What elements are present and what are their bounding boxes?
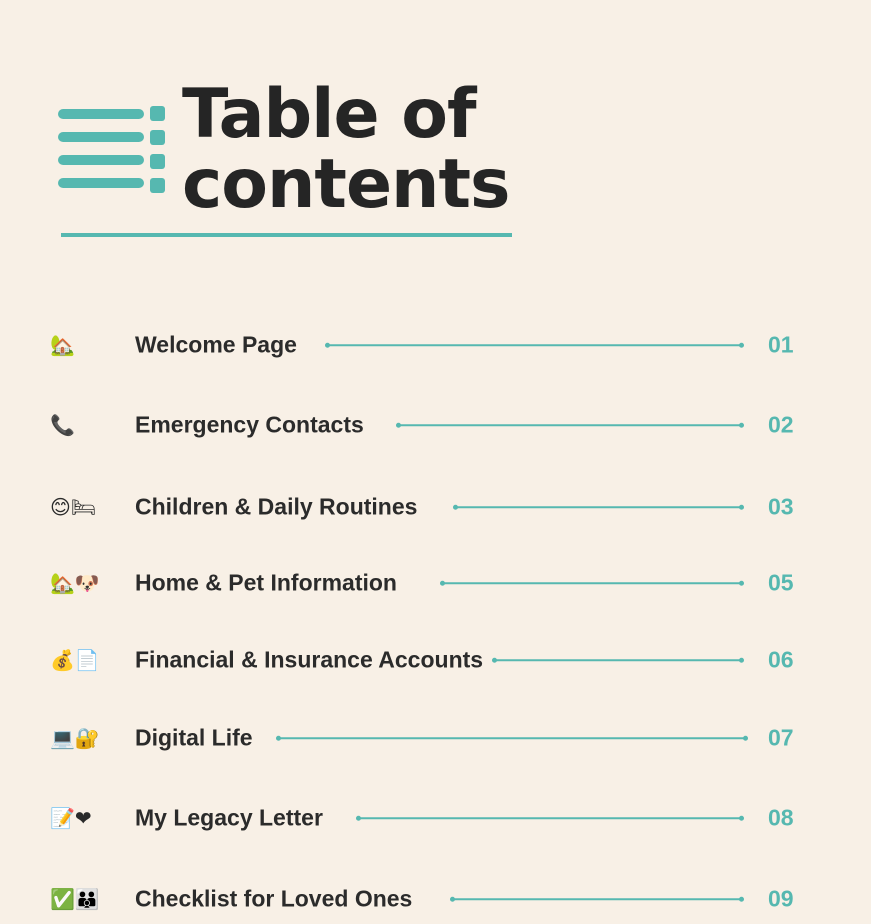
toc-entry-label: Home & Pet Information bbox=[135, 569, 397, 596]
toc-entry-financial-insurance-accounts[interactable] bbox=[0, 635, 871, 685]
toc-page-number: 08 bbox=[768, 804, 794, 831]
leader-line bbox=[278, 737, 746, 739]
money-bag-document-icon: 💰📄 bbox=[50, 648, 100, 672]
toc-entry-label: Financial & Insurance Accounts bbox=[135, 646, 484, 673]
toc-page-number: 09 bbox=[768, 885, 794, 912]
laptop-lock-icon: 💻🔐 bbox=[50, 726, 100, 750]
toc-entry-digital-life[interactable] bbox=[0, 713, 871, 763]
toc-header bbox=[0, 0, 871, 250]
toc-entry-label: Checklist for Loved Ones bbox=[135, 885, 413, 912]
toc-page-number: 07 bbox=[768, 724, 794, 751]
toc-entry-label: Digital Life bbox=[135, 724, 253, 751]
child-bed-icon: 😊🛏 bbox=[50, 495, 97, 519]
toc-page-number: 01 bbox=[768, 331, 794, 358]
toc-page-number: 02 bbox=[768, 411, 794, 438]
toc-entry-welcome-page[interactable] bbox=[0, 320, 871, 370]
phone-icon: 📞 bbox=[50, 413, 75, 437]
page-title bbox=[182, 75, 510, 224]
leader-line bbox=[455, 506, 742, 508]
toc-entry-label: Welcome Page bbox=[135, 331, 297, 358]
toc-page-number: 03 bbox=[768, 493, 794, 520]
leader-line bbox=[442, 582, 742, 584]
leader-line bbox=[452, 898, 742, 900]
toc-entry-my-legacy-letter[interactable] bbox=[0, 793, 871, 843]
check-family-icon: ✅👪 bbox=[50, 887, 100, 911]
toc-entry-checklist-loved-ones[interactable] bbox=[0, 874, 871, 924]
toc-entry-label: My Legacy Letter bbox=[135, 804, 323, 831]
title-line-1: Table of bbox=[182, 75, 476, 154]
house-dog-icon: 🏡🐶 bbox=[50, 571, 100, 595]
toc-entry-emergency-contacts[interactable] bbox=[0, 400, 871, 450]
toc-entry-children-daily-routines[interactable] bbox=[0, 482, 871, 532]
toc-entry-label: Children & Daily Routines bbox=[135, 493, 418, 520]
list-icon bbox=[56, 106, 168, 194]
toc-entry-home-pet-information[interactable] bbox=[0, 558, 871, 608]
toc-entry-label: Emergency Contacts bbox=[135, 411, 364, 438]
leader-line bbox=[358, 817, 742, 819]
leader-line bbox=[327, 344, 742, 346]
toc-page-number: 06 bbox=[768, 646, 794, 673]
house-icon: 🏡 bbox=[50, 333, 75, 357]
leader-line bbox=[398, 424, 742, 426]
leader-line bbox=[494, 659, 742, 661]
title-underline bbox=[61, 233, 512, 237]
title-line-2: contents bbox=[182, 145, 510, 224]
toc-page-number: 05 bbox=[768, 569, 794, 596]
memo-heart-icon: 📝❤ bbox=[50, 806, 92, 830]
